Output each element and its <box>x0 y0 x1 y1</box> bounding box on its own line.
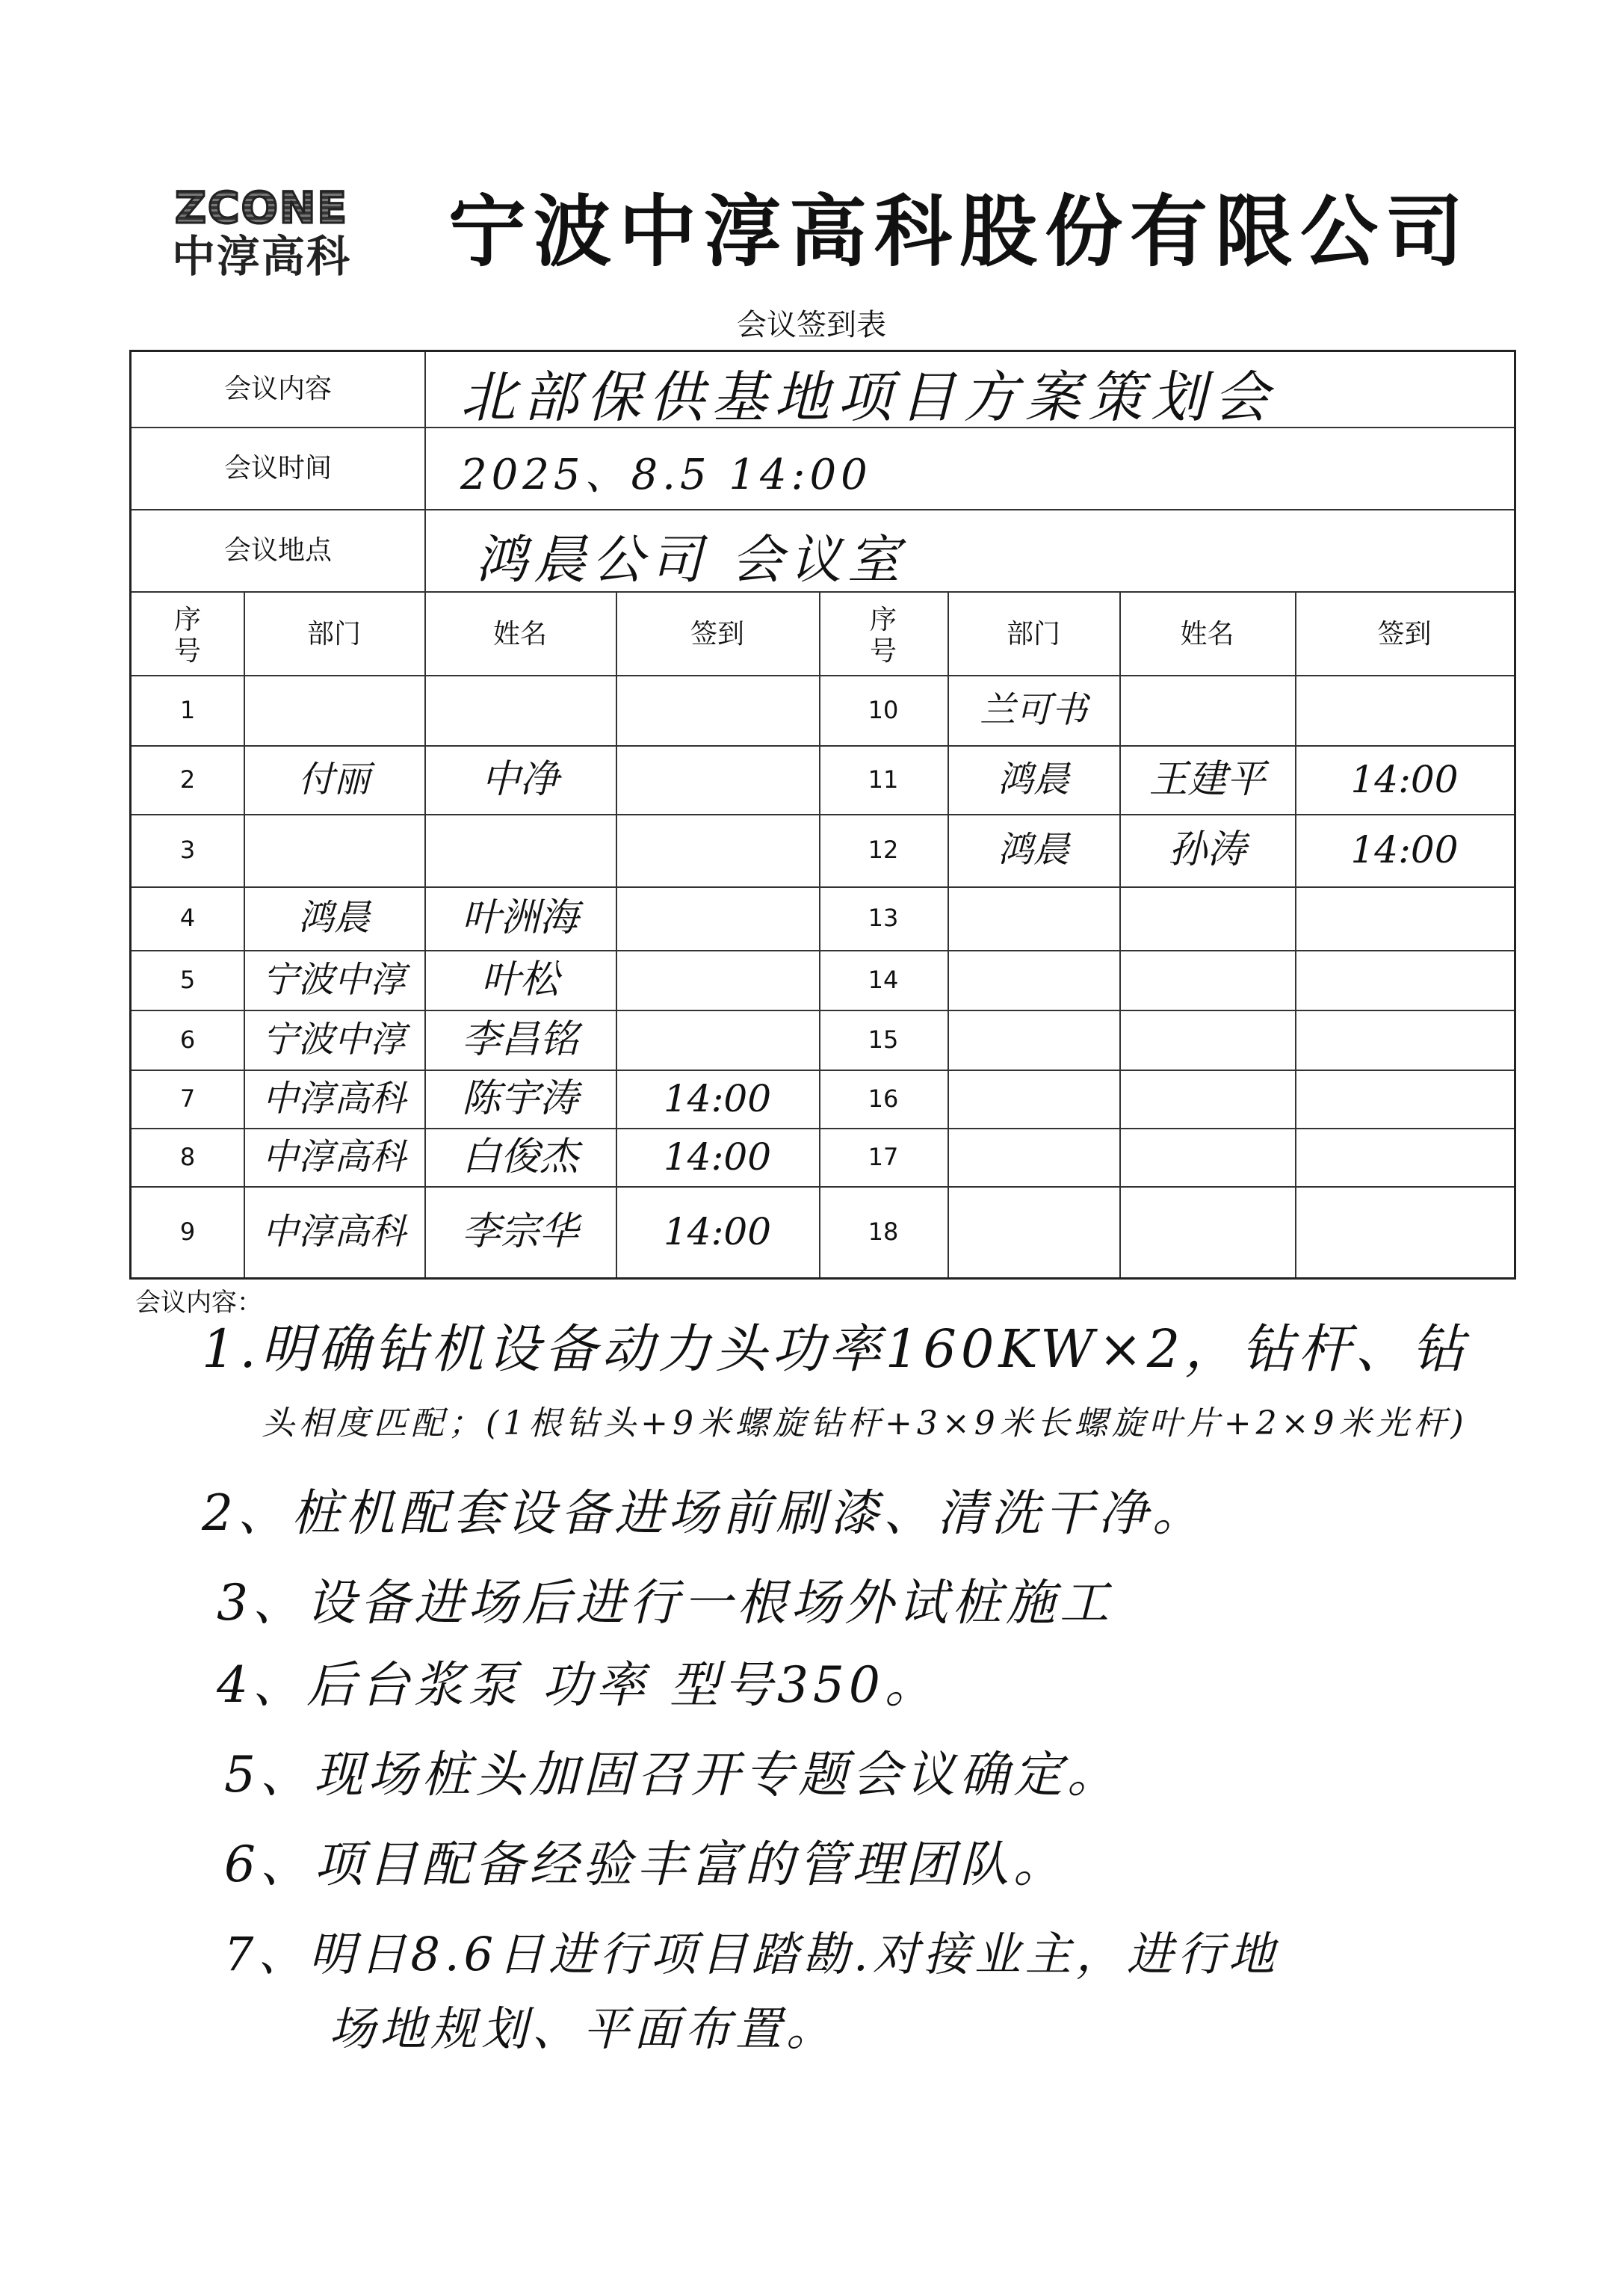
row-department: 鸿晨 <box>997 759 1069 800</box>
row-department: 鸿晨 <box>297 897 370 939</box>
row-department: 宁波中淳 <box>262 959 406 1001</box>
col-name-right: 姓名 <box>1180 619 1234 649</box>
row-department: 兰可书 <box>979 689 1087 731</box>
row-department: 中淳高科 <box>262 1211 406 1253</box>
note-line: 2、桩机配套设备进场前刷漆、清洗干净。 <box>202 1484 1206 1542</box>
row-name <box>1119 675 1295 745</box>
row-signin <box>1295 886 1514 950</box>
row-name: 中净 <box>480 757 559 802</box>
row-seq: 7 <box>179 1084 196 1113</box>
note-line: 6、项目配备经验丰富的管理团队。 <box>224 1836 1067 1893</box>
row-name <box>424 675 616 745</box>
note-line: 头相度匹配；(1根钻头+9米螺旋钻杆+3×9米长螺旋叶片+2×9米光杆) <box>262 1404 1468 1442</box>
row-seq: 12 <box>868 836 899 864</box>
row-department <box>947 886 1119 950</box>
note-line: 1.明确钻机设备动力头功率160KW×2，钻杆、钻 <box>202 1318 1469 1380</box>
row-department <box>947 1070 1119 1128</box>
row-seq: 6 <box>179 1025 196 1054</box>
col-seq-left: 序号 <box>173 605 201 667</box>
row-department: 中淳高科 <box>262 1136 406 1178</box>
row-seq: 18 <box>868 1218 899 1246</box>
row-signin: 14:00 <box>1350 828 1459 871</box>
row-name: 叶松 <box>480 957 559 1002</box>
place-label: 会议地点 <box>223 535 332 566</box>
row-seq: 9 <box>179 1218 196 1246</box>
row-signin <box>616 745 819 814</box>
note-line: 3、设备进场后进行一根场外试桩施工 <box>217 1574 1113 1632</box>
row-department <box>947 1186 1119 1277</box>
row-seq: 16 <box>868 1084 899 1113</box>
row-seq: 10 <box>868 696 899 724</box>
col-dept-right: 部门 <box>1006 619 1060 649</box>
note-line: 7、明日8.6日进行项目踏勘.对接业主，进行地 <box>224 1927 1279 1981</box>
row-seq: 15 <box>868 1025 899 1054</box>
company-logo <box>149 182 374 283</box>
row-seq: 5 <box>179 966 196 994</box>
row-signin <box>616 886 819 950</box>
row-signin <box>616 1010 819 1070</box>
row-department <box>947 1128 1119 1186</box>
row-department: 付丽 <box>297 759 370 800</box>
row-signin: 14:00 <box>663 1077 772 1120</box>
row-seq: 3 <box>179 836 196 864</box>
row-seq: 17 <box>868 1143 899 1171</box>
note-line: 4、后台浆泵 功率 型号350。 <box>217 1656 939 1714</box>
row-name: 王建平 <box>1149 757 1266 802</box>
notes-label: 会议内容： <box>135 1288 262 1318</box>
row-department <box>244 814 424 886</box>
row-seq: 1 <box>179 696 196 724</box>
row-name <box>1119 1010 1295 1070</box>
row-name: 孙涛 <box>1168 827 1246 872</box>
row-signin: 14:00 <box>663 1135 772 1179</box>
content-label: 会议内容 <box>223 374 332 404</box>
row-seq: 8 <box>179 1143 196 1171</box>
row-signin: 14:00 <box>1350 758 1459 801</box>
time-label: 会议时间 <box>223 453 332 484</box>
row-department <box>947 1010 1119 1070</box>
row-signin <box>1295 1070 1514 1128</box>
content-value: 北部保供基地项目方案策划会 <box>460 365 1276 430</box>
row-name <box>1119 950 1295 1010</box>
logo-text-top: ZCONE <box>149 185 374 230</box>
row-name: 叶洲海 <box>461 895 578 940</box>
note-line: 场地规划、平面布置。 <box>329 2002 838 2056</box>
row-name: 李昌铭 <box>461 1017 578 1062</box>
col-signin-left: 签到 <box>690 619 744 649</box>
row-seq: 11 <box>868 765 899 794</box>
company-name: 宁波中淳高科股份有限公司 <box>448 186 1471 277</box>
row-name <box>1119 886 1295 950</box>
col-signin-right: 签到 <box>1377 619 1432 649</box>
row-seq: 13 <box>868 904 899 932</box>
row-signin <box>616 675 819 745</box>
row-signin <box>616 814 819 886</box>
row-department <box>244 675 424 745</box>
row-seq: 4 <box>179 904 196 932</box>
row-name <box>1119 1070 1295 1128</box>
place-value: 鸿晨公司 会议室 <box>475 529 906 590</box>
row-name: 李宗华 <box>461 1209 578 1254</box>
row-seq: 2 <box>179 765 196 794</box>
row-signin <box>1295 675 1514 745</box>
row-name: 白俊杰 <box>461 1135 578 1179</box>
row-name: 陈宇涛 <box>461 1076 578 1121</box>
signin-table <box>129 350 1516 1280</box>
row-seq: 14 <box>868 966 899 994</box>
row-department: 鸿晨 <box>997 829 1069 871</box>
logo-text-bottom: 中淳高科 <box>171 231 351 282</box>
col-name-left: 姓名 <box>492 619 547 649</box>
col-dept-left: 部门 <box>306 619 361 649</box>
col-seq-right: 序号 <box>869 605 897 667</box>
row-signin: 14:00 <box>663 1210 772 1253</box>
row-signin <box>1295 1010 1514 1070</box>
row-signin <box>1295 950 1514 1010</box>
row-signin <box>1295 1186 1514 1277</box>
row-department: 宁波中淳 <box>262 1019 406 1061</box>
row-signin <box>616 950 819 1010</box>
row-signin <box>1295 1128 1514 1186</box>
form-title: 会议签到表 <box>737 308 886 342</box>
row-department: 中淳高科 <box>262 1078 406 1120</box>
row-name <box>424 814 616 886</box>
note-line: 5、现场桩头加固召开专题会议确定。 <box>224 1746 1121 1803</box>
row-name <box>1119 1128 1295 1186</box>
time-value: 2025、8.5 14:00 <box>460 451 872 499</box>
row-name <box>1119 1186 1295 1277</box>
row-department <box>947 950 1119 1010</box>
